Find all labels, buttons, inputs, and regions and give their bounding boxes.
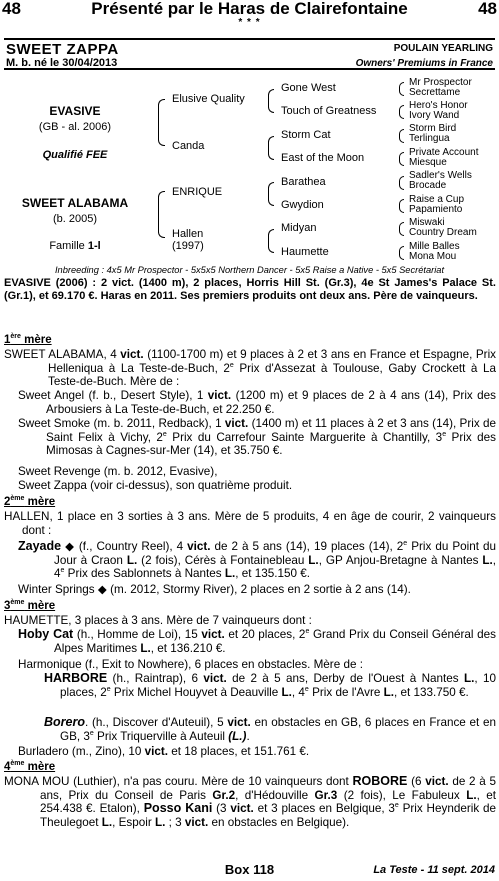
bracket	[399, 129, 404, 143]
horse-type: POULAIN YEARLING	[393, 43, 493, 54]
bracket	[158, 191, 165, 238]
pedigree-g4: Mille Balles Mona Mou	[409, 241, 460, 262]
produce-sweet-revenge: Sweet Revenge (m. b. 2012, Evasive),	[18, 465, 218, 478]
produce-harbore: HARBORE (h., Raintrap), 6 vict. de 2 à 5 ans, Derby de l'Ouest à Nantes L., 10 places, 2e Prix Michel Houyvet à Deauville L., 4e Prix de l'Avre L., et 133.750 €.	[44, 671, 496, 699]
page-number-left: 48	[2, 0, 21, 18]
pedigree-g3: Gwydion	[281, 199, 324, 211]
bracket	[399, 152, 404, 166]
produce-hoby-cat: Hoby Cat (h., Homme de Loi), 15 vict. et 20 places, 2e Grand Prix du Conseil Général des Alpes Maritimes L., et 136.210 €.	[18, 627, 496, 655]
bracket	[158, 99, 165, 146]
pedigree-g4: Sadler's Wells Brocade	[409, 170, 472, 191]
sire-name: EVASIVE	[49, 104, 101, 118]
produce-borero: Borero. (h., Discover d'Auteuil), 5 vict. en obstacles en GB, 6 places en France et en GB, 3e Prix Triquerville à Auteuil (L.).	[44, 715, 497, 743]
pedigree-g4: Storm Bird Terlingua	[409, 123, 457, 144]
bracket	[399, 82, 404, 96]
bracket	[399, 199, 404, 213]
pedigree-dam-dam-year: (1997)	[172, 240, 204, 252]
section-third-dam: 3ème mère	[4, 599, 56, 612]
horse-box	[4, 38, 495, 70]
inbreeding-line: Inbreeding : 4x5 Mr Prospector - 5x5x5 Northern Dancer - 5x5 Raise a Native - 5x5 Secrétariat	[54, 265, 445, 275]
bracket	[268, 229, 274, 253]
header-stars: * * *	[238, 17, 261, 28]
pedigree-dam-dam: Hallen	[172, 228, 204, 240]
pedigree-g4: Miswaki Country Dream	[409, 217, 477, 238]
pedigree-g4: Raise a Cup Papamiento	[409, 194, 465, 215]
pedigree-dam-sire: ENRIQUE	[172, 186, 223, 198]
pedigree-g3: Gone West	[281, 82, 336, 94]
bracket	[399, 105, 404, 119]
bracket	[268, 136, 274, 160]
third-dam-paragraph: HAUMETTE, 3 places à 3 ans. Mère de 7 vainqueurs dont :	[4, 614, 312, 627]
bracket	[268, 182, 274, 206]
horse-name: SWEET ZAPPA	[6, 41, 119, 58]
sire-note: Qualifié FEE	[42, 149, 108, 161]
dam-famille: Famille 1-l	[49, 240, 101, 252]
dam-paragraph: SWEET ALABAMA, 4 vict. (1100-1700 m) et 9 places à 2 et 3 ans en France et Espagne, Prix Helleniqua à La Teste-de-Buch, 2e Prix d'Assezat à Toulouse, Gaby Crockett à La Teste-de-Buch. Mère de :	[4, 348, 497, 389]
pedigree-sire-dam: Canda	[172, 140, 205, 152]
pedigree-g3: Touch of Greatness	[281, 105, 377, 117]
pedigree-g3: Storm Cat	[281, 129, 331, 141]
produce-zayade: Zayade ◆ (f., Country Reel), 4 vict. de 2 à 5 ans (14), 19 places (14), 2e Prix du Point du Jour à Craon L. (2 fois), Cérès à Fontainebleau L., GP Anjou-Bretagne à Nantes L., 4e Prix des Sablonnets à Nantes L., et 135.150 €.	[18, 539, 496, 581]
produce-harmonique: Harmonique (f., Exit to Nowhere), 6 places en obstacles. Mère de :	[18, 658, 363, 671]
sire-summary: EVASIVE (2006) : 2 vict. (1400 m), 2 places, Horris Hill St. (Gr.3), 4e St James's Palace St. (Gr.1), et 69.170 €. Haras en 2011. Ses premiers produits ont deux ans. Père de vainqueurs.	[4, 277, 496, 302]
owners-premiums: Owners' Premiums in France	[355, 58, 493, 69]
pedigree-g4: Mr Prospector Secrettame	[409, 77, 472, 98]
produce-sweet-zappa: Sweet Zappa (voir ci-dessus), son quatrième produit.	[18, 479, 293, 492]
section-fourth-dam: 4ème mère	[4, 760, 56, 773]
horse-birth: M. b. né le 30/04/2013	[6, 57, 118, 69]
box-number: Box 118	[224, 862, 275, 877]
fourth-dam-paragraph: MONA MOU (Luthier), n'a pas couru. Mère de 10 vainqueurs dont ROBORE (6 vict. de 2 à 5 ans, Prix du Conseil de Paris Gr.2, d'Hédouville Gr.3 (2 fois), Le Fabuleux L., et 254.438 €. Etalon), Posso Kani (3 vict. et 3 places en Belgique, 3e Prix Heynderik de Theulegoet L., Espoir L. ; 3 vict. en obstacles en Belgique).	[4, 774, 496, 829]
sale-info: La Teste - 11 sept. 2014	[373, 864, 495, 876]
pedigree-sire-sire: Elusive Quality	[172, 93, 245, 105]
pedigree-g4: Private Account Miesque	[409, 147, 479, 168]
bracket	[399, 176, 404, 190]
dam-info: (b. 2005)	[52, 213, 98, 225]
section-first-dam: 1ère mère	[4, 333, 52, 346]
produce-burladero: Burladero (m., Zino), 10 vict. et 18 places, et 151.761 €.	[18, 745, 310, 758]
produce-sweet-smoke: Sweet Smoke (m. b. 2011, Redback), 1 vict. (1400 m) et 11 places à 2 et 3 ans (14), Prix de Saint Felix à Vichy, 2e Prix du Carrefour Sainte Marguerite à Chantilly, 3e Prix des Mimosas à Cagnes-sur-Mer (14), et 35.750 €.	[18, 417, 496, 458]
bracket	[399, 222, 404, 236]
bracket	[399, 246, 404, 260]
section-second-dam: 2ème mère	[4, 495, 56, 508]
pedigree-g3: Haumette	[281, 246, 329, 258]
produce-sweet-angel: Sweet Angel (f. b., Desert Style), 1 vict. (1200 m) et 9 places de 2 à 4 ans (14), Prix des Arbousiers à La Teste-de-Buch, et 22.250 €.	[18, 389, 496, 416]
produce-winter-springs: Winter Springs ◆ (m. 2012, Stormy River), 2 places en 2 sortie à 2 ans (14).	[18, 583, 411, 596]
bracket	[268, 89, 274, 113]
pedigree-g4: Hero's Honor Ivory Wand	[409, 100, 468, 121]
pedigree-g3: Barathea	[281, 176, 326, 188]
second-dam-paragraph: HALLEN, 1 place en 3 sorties à 3 ans. Mère de 5 produits, 4 en âge de courir, 2 vainqueurs dont :	[4, 510, 496, 537]
sire-info: (GB - al. 2006)	[38, 121, 112, 133]
pedigree-g3: Midyan	[281, 222, 317, 234]
dam-name: SWEET ALABAMA	[21, 196, 129, 210]
pedigree-g3: East of the Moon	[281, 152, 365, 164]
page-number-right: 48	[478, 0, 497, 18]
page-title: Présenté par le Haras de Clairefontaine	[91, 0, 408, 18]
